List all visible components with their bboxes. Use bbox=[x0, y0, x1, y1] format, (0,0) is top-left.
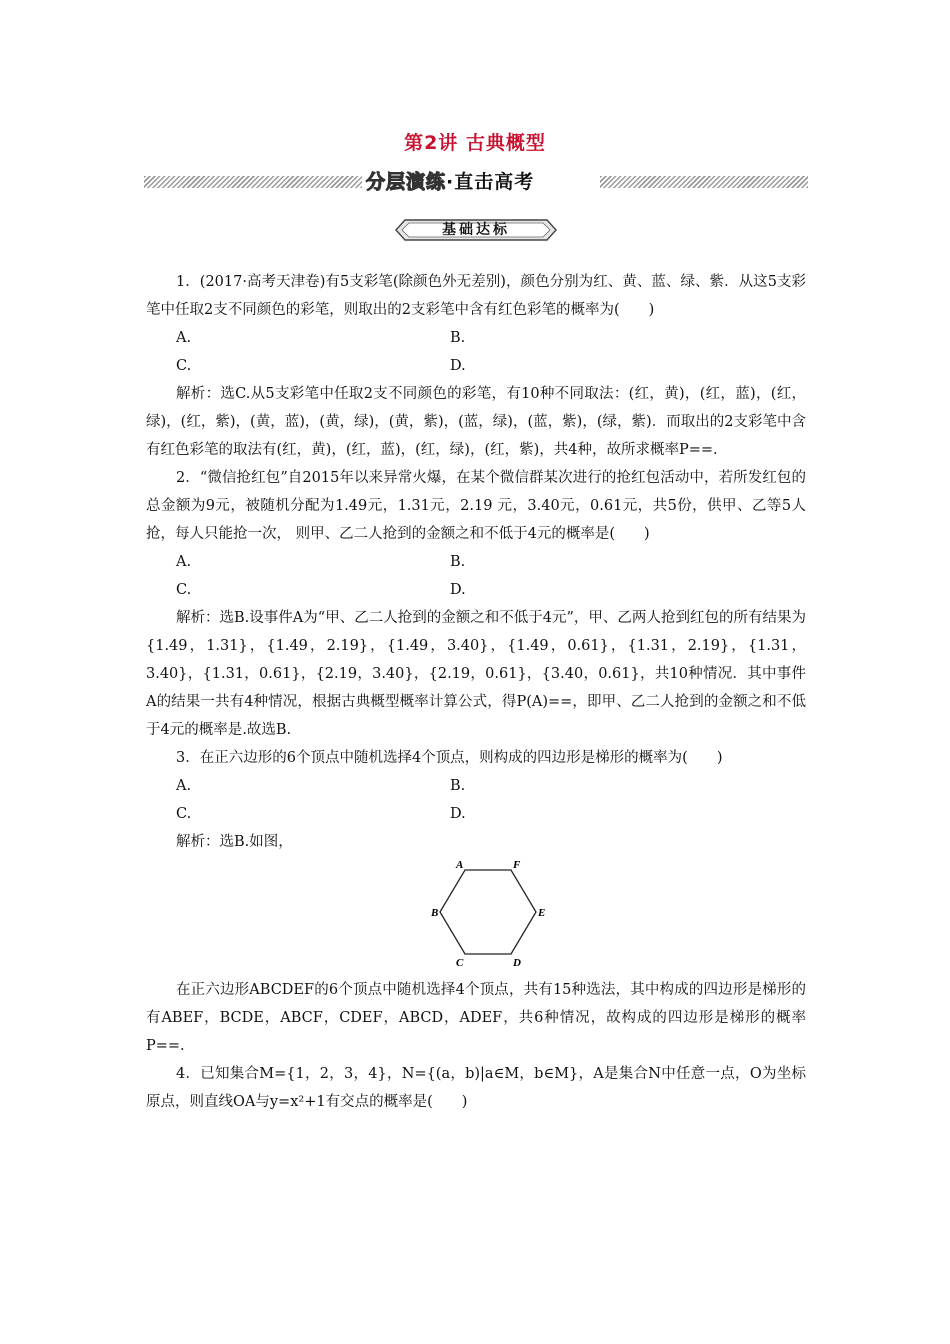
question-2-stem: 2．“微信抢红包”自2015年以来异常火爆，在某个微信群某次进行的抢红包活动中，若所发红包的总金额为9元，被随机分配为1.49元，1.31元，2.19 元，3.40元，0.61元，共5份，供甲、乙等5人抢，每人只能抢一次， 则甲、乙二人抢到的金额之和不低于4元的概率是( ) bbox=[146, 470, 806, 542]
option-d: D. bbox=[450, 358, 466, 374]
option-b: B. bbox=[450, 778, 466, 794]
question-3-stem: 3．在正六边形的6个顶点中随机选择4个顶点，则构成的四边形是梯形的概率为( ) bbox=[176, 750, 723, 766]
vertex-label-a: A bbox=[456, 859, 464, 871]
option-d: D. bbox=[450, 582, 466, 598]
vertex-label-e: E bbox=[538, 907, 546, 919]
question-4-stem: 4．已知集合M={1，2，3，4}，N={(a，b)|a∈M，b∈M}，A是集合N中任意一点，O为坐标原点，则直线OA与y=x²+1有交点的概率是( ) bbox=[146, 1066, 806, 1110]
vertex-label-f: F bbox=[513, 859, 521, 871]
section-tag bbox=[395, 219, 557, 241]
question-1-solution: 解析：选C.从5支彩笔中任取2支不同颜色的彩笔，有10种不同取法：(红，黄)，(红，蓝)，(红，绿)，(红，紫)，(黄，蓝)，(黄，绿)，(黄，紫)，(蓝，绿)，(蓝，紫)，(绿，紫)．而取出的2支彩笔中含有红色彩笔的取法有(红，黄)，(红，蓝)，(红，绿)，(红，紫)，共4种，故所求概率P==. bbox=[146, 386, 806, 458]
question-1-stem: 1．(2017·高考天津卷)有5支彩笔(除颜色外无差别)，颜色分别为红、黄、蓝、绿、紫．从这5支彩笔中任取2支不同颜色的彩笔，则取出的2支彩笔中含有红色彩笔的概率为( ) bbox=[146, 274, 806, 318]
banner-hatch-left bbox=[144, 176, 362, 188]
question-2-options-row-2 bbox=[146, 576, 806, 604]
banner-part1: 分层演练 bbox=[366, 171, 447, 193]
section-banner bbox=[144, 170, 808, 196]
question-3-options-row-1 bbox=[146, 772, 806, 800]
option-c: C. bbox=[176, 806, 192, 822]
page-title: 第2讲 古典概型 bbox=[404, 132, 546, 154]
question-3-solution-intro: 解析：选B.如图， bbox=[176, 834, 293, 850]
banner-text bbox=[366, 169, 598, 195]
hexagon-shape bbox=[440, 870, 536, 954]
option-a: A. bbox=[176, 778, 192, 794]
option-b: B. bbox=[450, 554, 466, 570]
content bbox=[146, 268, 806, 1116]
vertex-label-d: D bbox=[513, 957, 521, 969]
option-c: C. bbox=[176, 582, 192, 598]
question-3-options-row-2 bbox=[146, 800, 806, 828]
banner-hatch-right bbox=[600, 176, 808, 188]
option-d: D. bbox=[450, 806, 466, 822]
question-2-options-row-1 bbox=[146, 548, 806, 576]
option-a: A. bbox=[176, 554, 192, 570]
option-b: B. bbox=[450, 330, 466, 346]
option-c: C. bbox=[176, 358, 192, 374]
question-2-solution: 解析：选B.设事件A为“甲、乙二人抢到的金额之和不低于4元”，甲、乙两人抢到红包的所有结果为{1.49，1.31}，{1.49，2.19}，{1.49，3.40}，{1.49，0.61}，{1.31，2.19}，{1.31，3.40}，{1.31，0.61}，{2.19，3.40}，{2.19，0.61}，{3.40，0.61}，共10种情况．其中事件A的结果一共有4种情况，根据古典概型概率计算公式，得P(A)==，即甲、乙二人抢到的金额之和不低于4元的概率是.故选B. bbox=[146, 610, 806, 738]
section-tag-label: 基础达标 bbox=[442, 222, 510, 238]
question-1-options-row-1 bbox=[146, 324, 806, 352]
hexagon-figure bbox=[146, 856, 806, 976]
question-3-solution: 在正六边形ABCDEF的6个顶点中随机选择4个顶点，共有15种选法，其中构成的四边形是梯形的有ABEF，BCDE，ABCF，CDEF，ABCD，ADEF，共6种情况，故构成的四边形是梯形的概率P==. bbox=[146, 982, 806, 1054]
option-a: A. bbox=[176, 330, 192, 346]
hexagon-diagram bbox=[431, 858, 556, 974]
banner-part2: ·直击高考 bbox=[446, 171, 535, 193]
vertex-label-b: B bbox=[431, 907, 439, 919]
vertex-label-c: C bbox=[456, 957, 464, 969]
question-1-options-row-2 bbox=[146, 352, 806, 380]
